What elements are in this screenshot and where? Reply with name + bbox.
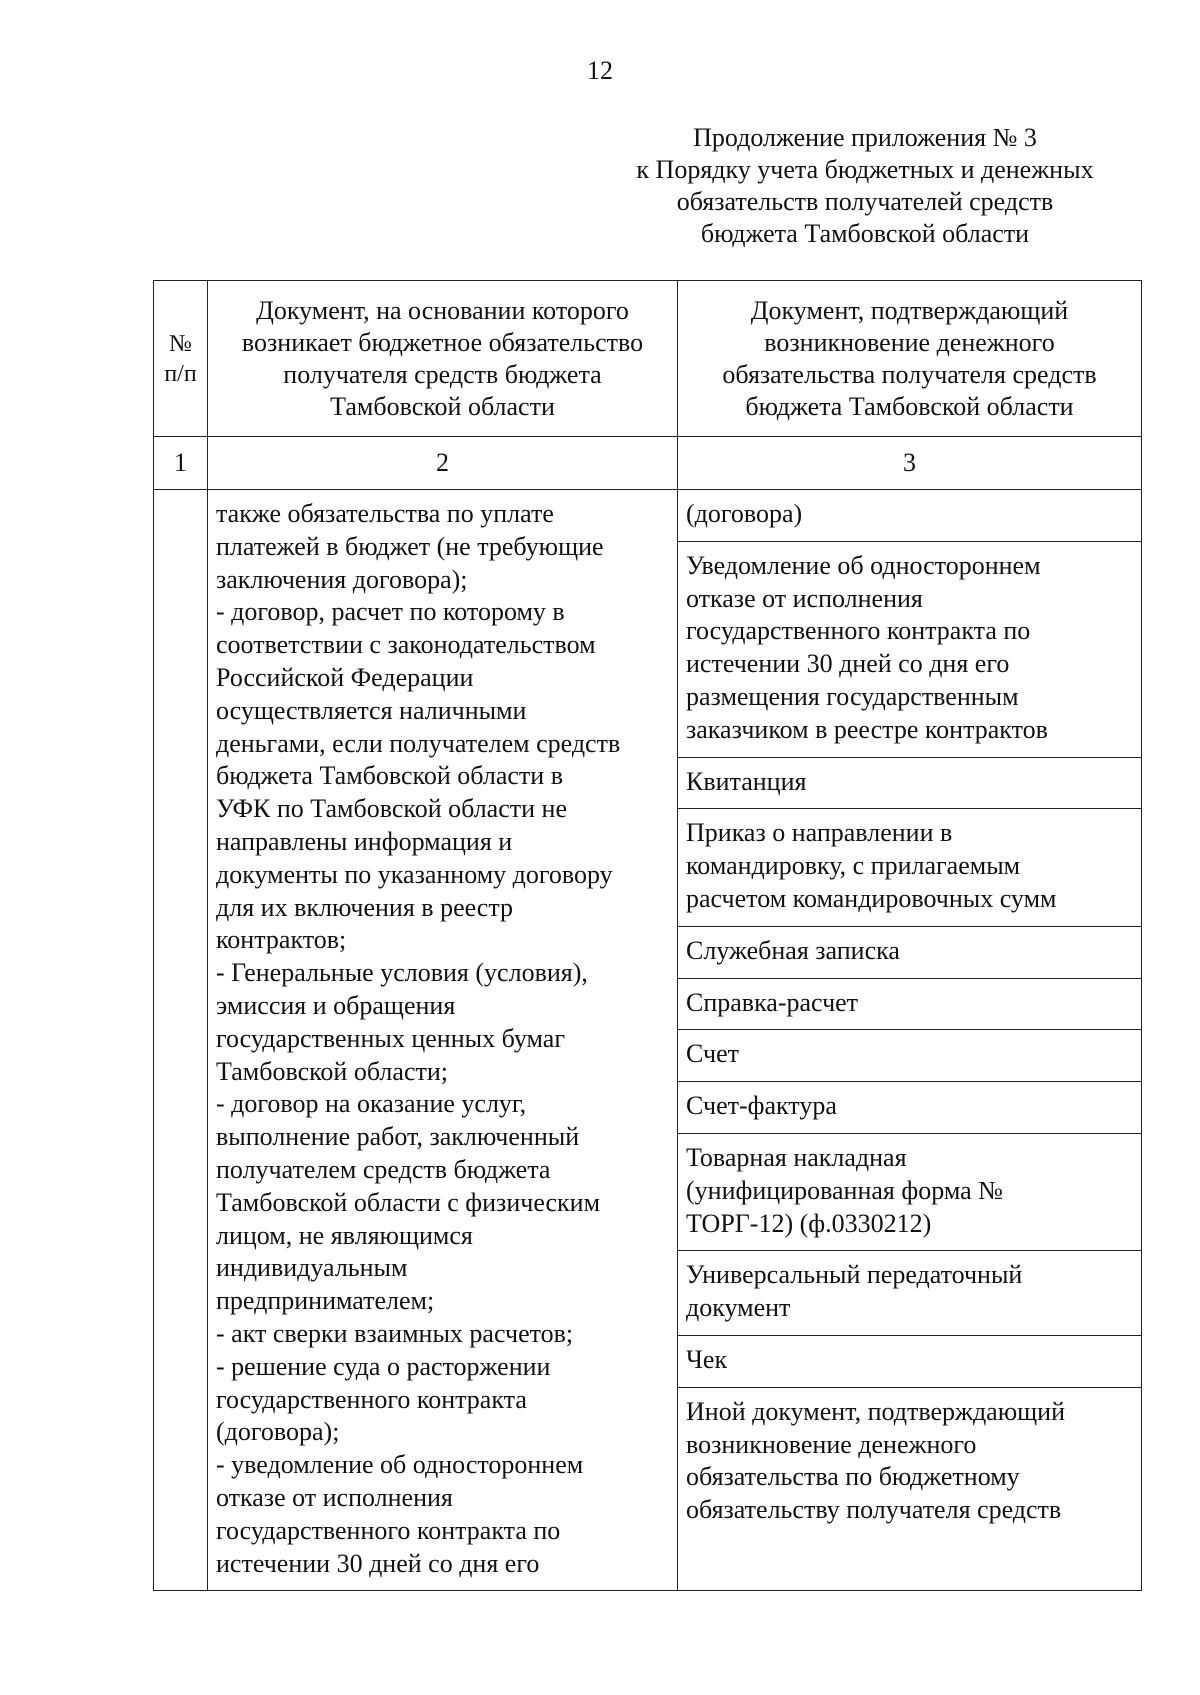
confirming-document-item — [678, 979, 1141, 1031]
confirming-document-line: Счет — [686, 1039, 739, 1069]
basis-document-line: направлены информация и — [216, 826, 513, 856]
basis-documents-text — [216, 498, 671, 1580]
confirming-document-item — [678, 758, 1141, 810]
basis-document-line: лицом, не являющимся — [216, 1220, 473, 1250]
appendix-header-line: бюджета Тамбовской области — [700, 219, 1030, 248]
confirming-document-line: Счет-фактура — [686, 1091, 837, 1121]
basis-document-line: государственного контракта по — [216, 1515, 561, 1545]
basis-document-line: - договор, расчет по которому в — [216, 597, 565, 627]
confirming-document-item — [678, 1388, 1141, 1537]
header-cell-confirming-document — [678, 281, 1142, 437]
confirming-document-item — [678, 1134, 1141, 1251]
basis-document-line: для их включения в реестр — [216, 892, 514, 922]
appendix-header — [560, 122, 1170, 250]
basis-document-line: контрактов; — [216, 925, 347, 955]
confirming-documents-list — [678, 490, 1141, 1537]
basis-document-line: документы по указанному договору — [216, 859, 613, 889]
header-cell-basis-document — [208, 281, 678, 437]
table-header-row — [154, 281, 1142, 437]
basis-document-line: предпринимателем; — [216, 1286, 435, 1316]
column-number: 2 — [208, 437, 678, 490]
basis-document-line: Тамбовской области с физическим — [216, 1187, 601, 1217]
basis-document-line: - договор на оказание услуг, — [216, 1089, 527, 1119]
appendix-header-line: Продолжение приложения № 3 — [693, 123, 1037, 152]
confirming-document-line: истечении 30 дней со дня его — [686, 649, 1010, 679]
basis-document-line: Российской Федерации — [216, 662, 474, 692]
header-text: № — [169, 330, 192, 357]
header-text: возникает бюджетное обязательство — [241, 327, 644, 357]
confirming-document-line: размещения государственным — [686, 681, 1019, 711]
confirming-document-line: (унифицированная форма № — [686, 1175, 1003, 1205]
confirming-document-item — [678, 1082, 1141, 1134]
column-number-row — [154, 437, 1142, 490]
header-text: Документ, подтверждающий — [750, 295, 1069, 325]
documents-table — [153, 280, 1142, 1591]
basis-document-line: - решение суда о расторжении — [216, 1351, 551, 1381]
basis-document-line: государственного контракта — [216, 1384, 527, 1414]
basis-documents-cell — [208, 490, 678, 1591]
confirming-document-line: Чек — [686, 1344, 728, 1374]
basis-document-line: индивидуальным — [216, 1253, 408, 1283]
basis-document-line: соответствии с законодательством — [216, 630, 596, 660]
confirming-document-line: Иной документ, подтверждающий — [686, 1396, 1065, 1426]
confirming-document-line: расчетом командировочных сумм — [686, 883, 1057, 913]
basis-document-line: - Генеральные условия (условия), — [216, 958, 588, 988]
appendix-header-line: к Порядку учета бюджетных и денежных — [636, 155, 1094, 184]
confirming-document-line: Приказ о направлении в — [686, 818, 953, 848]
confirming-document-line: заказчиком в реестре контрактов — [686, 714, 1048, 744]
basis-document-line: Тамбовской области; — [216, 1056, 448, 1086]
confirming-document-line: ТОРГ-12) (ф.0330212) — [686, 1208, 932, 1238]
confirming-document-line: Уведомление об одностороннем — [686, 550, 1041, 580]
confirming-document-line: Справка-расчет — [686, 987, 859, 1017]
confirming-document-line: отказе от исполнения — [686, 583, 923, 613]
confirming-document-line: Товарная накладная — [686, 1142, 907, 1172]
confirming-document-line: (договора) — [686, 499, 803, 528]
confirming-document-item — [678, 542, 1141, 758]
confirming-document-line: Квитанция — [686, 766, 807, 796]
confirming-document-line: командировку, с прилагаемым — [686, 851, 1021, 881]
column-number: 3 — [678, 437, 1142, 490]
confirming-document-line: обязательству получателя средств — [686, 1495, 1062, 1525]
basis-document-line: также обязательства по уплате — [216, 499, 554, 528]
basis-document-line: бюджета Тамбовской области в — [216, 761, 563, 791]
confirming-document-item — [678, 1336, 1141, 1388]
header-text: п/п — [164, 360, 197, 387]
confirming-document-line: обязательства по бюджетному — [686, 1462, 1020, 1492]
header-text: Тамбовской области — [330, 391, 555, 421]
number-cell-empty — [154, 490, 208, 1591]
basis-document-line: заключения договора); — [216, 564, 468, 594]
confirming-document-item — [678, 490, 1141, 542]
basis-document-line: УФК по Тамбовской области не — [216, 794, 567, 824]
confirming-document-line: государственного контракта по — [686, 616, 1031, 646]
basis-document-line: выполнение работ, заключенный — [216, 1122, 580, 1152]
confirming-documents-cell — [678, 490, 1142, 1591]
table-body-row — [154, 490, 1142, 1591]
basis-document-line: государственных ценных бумаг — [216, 1023, 565, 1053]
basis-document-line: эмиссия и обращения — [216, 990, 456, 1020]
basis-document-line: деньгами, если получателем средств — [216, 728, 621, 758]
basis-document-line: - акт сверки взаимных расчетов; — [216, 1318, 574, 1348]
header-text: бюджета Тамбовской области — [745, 391, 1074, 421]
confirming-document-line: Служебная записка — [686, 935, 900, 965]
header-cell-number — [154, 281, 208, 437]
page-number: 12 — [587, 56, 613, 85]
confirming-document-item — [678, 1251, 1141, 1336]
confirming-document-item — [678, 1030, 1141, 1082]
header-text: Документ, на основании которого — [256, 295, 629, 325]
confirming-document-line: возникновение денежного — [686, 1429, 977, 1459]
basis-document-line: - уведомление об одностороннем — [216, 1450, 584, 1480]
confirming-document-line: Универсальный передаточный — [686, 1260, 1023, 1290]
basis-document-line: получателем средств бюджета — [216, 1154, 551, 1184]
column-number: 1 — [154, 437, 208, 490]
header-text: обязательства получателя средств — [722, 359, 1097, 389]
basis-document-line: отказе от исполнения — [216, 1482, 453, 1512]
header-text: получателя средств бюджета — [283, 359, 602, 389]
appendix-header-line: обязательств получателей средств — [676, 187, 1054, 216]
confirming-document-line: документ — [686, 1293, 791, 1323]
basis-document-line: осуществляется наличными — [216, 695, 527, 725]
confirming-document-item — [678, 809, 1141, 926]
basis-document-line: (договора); — [216, 1417, 340, 1447]
confirming-document-item — [678, 927, 1141, 979]
basis-document-line: истечении 30 дней со дня его — [216, 1548, 540, 1578]
basis-document-line: платежей в бюджет (не требующие — [216, 531, 604, 561]
header-text: возникновение денежного — [764, 327, 1055, 357]
